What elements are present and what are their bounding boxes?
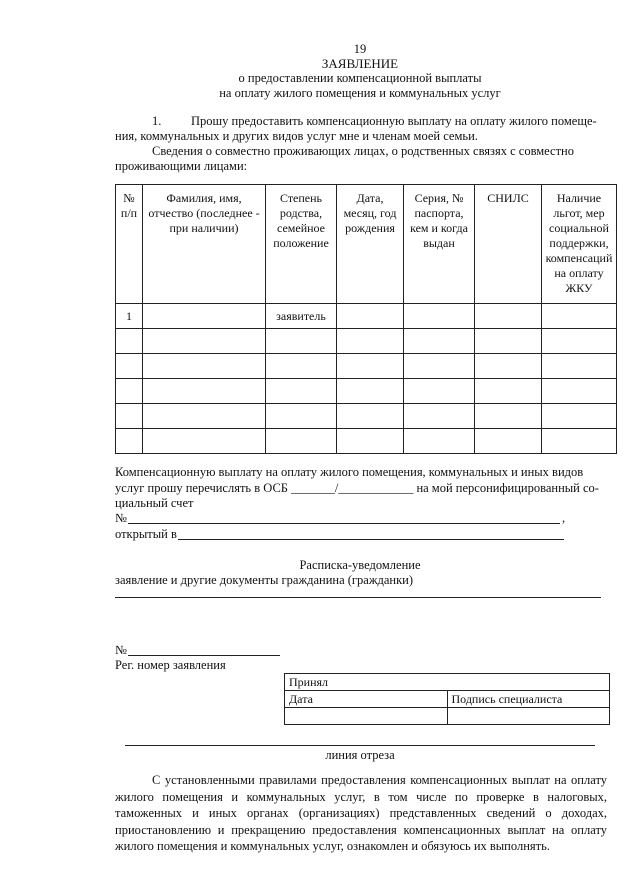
table-cell[interactable] <box>404 404 475 429</box>
table-cell[interactable] <box>266 379 337 404</box>
table-row <box>116 429 617 454</box>
para2-line1: Сведения о совместно проживающих лицах, о родственных связях с совместно <box>152 144 574 158</box>
account-number-field[interactable] <box>128 523 560 524</box>
table-cell[interactable] <box>116 329 143 354</box>
table-cell[interactable] <box>475 404 542 429</box>
table-header-row <box>116 185 617 304</box>
table-cell[interactable] <box>143 354 266 379</box>
table-row <box>116 354 617 379</box>
table-cell[interactable] <box>475 304 542 329</box>
date-label: Дата <box>285 691 448 708</box>
row1-number: 1 <box>116 304 143 329</box>
table-cell[interactable] <box>116 404 143 429</box>
table-cell[interactable] <box>143 304 266 329</box>
table-cell[interactable] <box>337 354 404 379</box>
document-subtitle-line1: о предоставлении компенсационной выплаты <box>238 71 482 85</box>
table-cell[interactable] <box>404 304 475 329</box>
table-cell[interactable] <box>404 354 475 379</box>
table-cell[interactable] <box>266 429 337 454</box>
table-cell[interactable] <box>404 329 475 354</box>
header-passport: Серия, № паспорта, кем и когда выдан <box>404 185 475 304</box>
para1-number: 1. <box>152 114 162 128</box>
table-row <box>285 691 610 708</box>
reg-number-label: № <box>115 643 127 657</box>
table-cell[interactable] <box>542 304 617 329</box>
header-birthdate: Дата, месяц, год рождения <box>337 185 404 304</box>
final-paragraph: С установленными правилами предоставления компенсационных выплат на оплату жилого помещения и коммунальных услуг, в том числе по проверке в налоговых, таможенных и иных органах (организациях) представленных сведений о доходах, приостановлению и прекращению предоставления компенсационных выплат на оплату жилого помещения и коммунальных услуг, ознакомлен и обязуюсь их выполнять. <box>115 773 607 853</box>
table-cell[interactable] <box>143 379 266 404</box>
table-cell[interactable] <box>542 404 617 429</box>
document-title: ЗАЯВЛЕНИЕ <box>321 56 399 71</box>
table-row <box>285 708 610 725</box>
reg-number-caption: Рег. номер заявления <box>115 658 226 672</box>
header-benefits: Наличие льгот, мер социальной поддержки, компенсаций на оплату ЖКУ <box>542 185 617 304</box>
opened-in-field[interactable] <box>178 539 564 540</box>
table-cell[interactable] <box>542 379 617 404</box>
table-cell[interactable] <box>337 429 404 454</box>
table-cell[interactable] <box>404 379 475 404</box>
para1-line2: ния, коммунальных и других видов услуг мне и членам моей семьи. <box>115 129 478 143</box>
page-number: 19 <box>353 42 367 56</box>
table-cell[interactable] <box>266 329 337 354</box>
document-subtitle-line2: на оплату жилого помещения и коммунальных услуг <box>219 86 501 100</box>
receipt-documents-line: заявление и другие документы гражданина (гражданки) <box>115 573 413 587</box>
header-number: № п/п <box>116 185 143 304</box>
table-cell[interactable] <box>143 404 266 429</box>
table-cell[interactable] <box>143 329 266 354</box>
table-cell[interactable] <box>116 354 143 379</box>
para1-line1: Прошу предоставить компенсационную выплату на оплату жилого помеще- <box>191 114 597 128</box>
receipt-citizen-field[interactable] <box>115 597 601 598</box>
table-row <box>285 674 610 691</box>
header-snils: СНИЛС <box>475 185 542 304</box>
table-cell[interactable] <box>542 354 617 379</box>
residents-table <box>115 184 617 454</box>
table-cell[interactable] <box>266 404 337 429</box>
table-row <box>116 304 617 329</box>
header-fullname: Фамилия, имя, отчество (последнее - при наличии) <box>143 185 266 304</box>
table-cell[interactable] <box>542 329 617 354</box>
accepted-label: Принял <box>285 674 610 691</box>
account-number-label: № <box>115 511 127 525</box>
table-cell[interactable] <box>116 429 143 454</box>
table-cell[interactable] <box>143 429 266 454</box>
table-cell[interactable] <box>337 379 404 404</box>
table-cell[interactable] <box>475 429 542 454</box>
table-cell[interactable] <box>404 429 475 454</box>
table-cell[interactable] <box>542 429 617 454</box>
cut-line-label: линия отреза <box>325 748 395 762</box>
opened-in-label: открытый в <box>115 527 177 541</box>
row1-relation: заявитель <box>266 304 337 329</box>
receipt-title: Расписка-уведомление <box>299 558 421 572</box>
table-row <box>116 379 617 404</box>
table-cell[interactable] <box>475 329 542 354</box>
table-cell[interactable] <box>337 329 404 354</box>
table-cell[interactable] <box>475 379 542 404</box>
payment-line2: услуг прошу перечислять в ОСБ _______/____________ на мой персонифицированный со- <box>115 481 599 495</box>
table-cell[interactable] <box>475 354 542 379</box>
table-cell[interactable] <box>116 379 143 404</box>
account-comma: , <box>562 511 566 525</box>
reg-number-field[interactable] <box>128 655 280 656</box>
payment-line1: Компенсационную выплату на оплату жилого помещения, коммунальных и иных видов <box>115 465 584 479</box>
cut-line <box>125 745 595 746</box>
table-row <box>116 404 617 429</box>
receipt-table <box>284 673 610 725</box>
date-field[interactable] <box>285 708 448 725</box>
para2-line2: проживающими лицами: <box>115 159 248 173</box>
table-row <box>116 329 617 354</box>
payment-line3: циальный счет <box>115 496 194 510</box>
table-cell[interactable] <box>337 304 404 329</box>
signature-field[interactable] <box>447 708 610 725</box>
header-relation: Степень родства, семейное положение <box>266 185 337 304</box>
signature-label: Подпись специалиста <box>447 691 610 708</box>
table-cell[interactable] <box>266 354 337 379</box>
table-cell[interactable] <box>337 404 404 429</box>
